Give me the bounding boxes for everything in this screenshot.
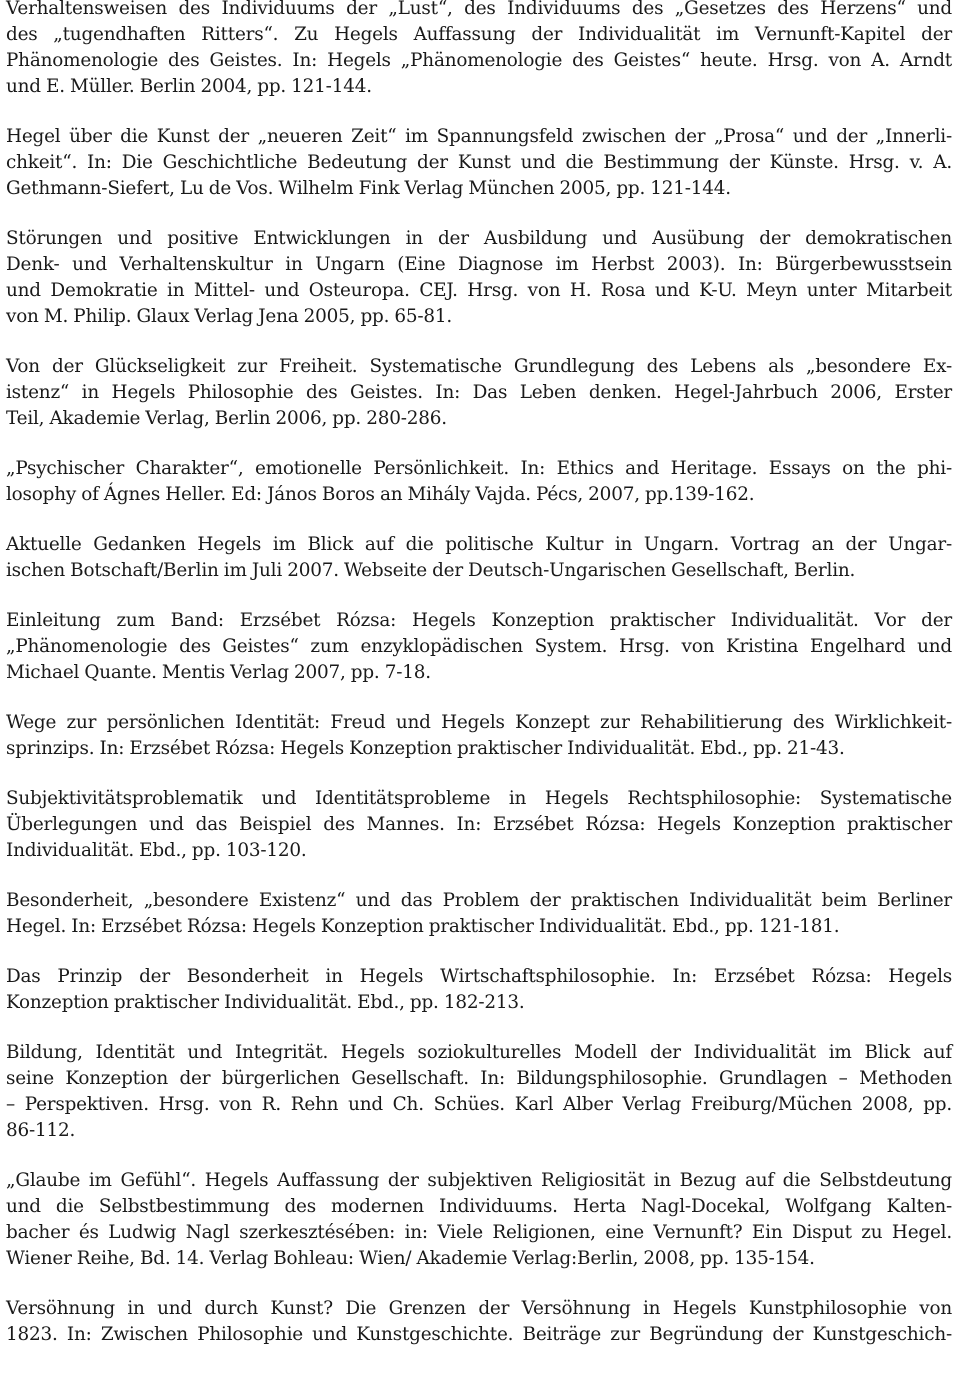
entry-line: Überlegungen und das Beispiel des Mannes. In: Erzsébet Rózsa: Hegels Konzeption praktischer	[6, 814, 952, 835]
entry-line: Hegel. In: Erzsébet Rózsa: Hegels Konzeption praktischer Individualität. Ebd., pp. 121-181.	[6, 916, 840, 937]
entry-line: von M. Philip. Glaux Verlag Jena 2005, pp. 65-81.	[6, 306, 453, 327]
bibliography-entry	[6, 888, 952, 940]
bibliography-entry	[6, 124, 952, 202]
bibliography-entry	[6, 786, 952, 864]
entry-line: Von der Glückseligkeit zur Freiheit. Systematische Grundlegung des Lebens als „besondere Ex-	[6, 356, 952, 377]
entry-line: Bildung, Identität und Integrität. Hegels soziokulturelles Modell der Individualität im Blick auf	[6, 1042, 952, 1063]
bibliography-entry	[6, 964, 952, 1016]
bibliography-entry	[6, 710, 952, 762]
entry-line: 86-112.	[6, 1120, 76, 1141]
bibliography-page	[6, 0, 952, 1372]
bibliography-entry	[6, 608, 952, 686]
entry-line: Störungen und positive Entwicklungen in der Ausbildung und Ausübung der demokratischen	[6, 228, 952, 249]
entry-line: Wiener Reihe, Bd. 14. Verlag Bohleau: Wien/ Akademie Verlag:Berlin, 2008, pp. 135-154.	[6, 1248, 815, 1269]
entry-line: ischen Botschaft/Berlin im Juli 2007. Webseite der Deutsch-Ungarischen Gesellschaft, Berlin.	[6, 560, 856, 581]
entry-line: „Phänomenologie des Geistes“ zum enzyklopädischen System. Hrsg. von Kristina Engelhard und	[6, 636, 952, 657]
bibliography-entry	[6, 0, 952, 100]
entry-line: Michael Quante. Mentis Verlag 2007, pp. 7-18.	[6, 662, 431, 683]
entry-line: Konzeption praktischer Individualität. Ebd., pp. 182-213.	[6, 992, 525, 1013]
entry-line: losophy of Ágnes Heller. Ed: János Boros an Mihály Vajda. Pécs, 2007, pp.139-162.	[6, 484, 755, 505]
entry-line: „Psychischer Charakter“, emotionelle Persönlichkeit. In: Ethics and Heritage. Essays on the phi-	[6, 458, 952, 479]
entry-line: Verhaltensweisen des Individuums der „Lust“, des Individuums des „Gesetzes des Herzens“ und	[6, 0, 952, 19]
bibliography-entry	[6, 354, 952, 432]
entry-line: istenz“ in Hegels Philosophie des Geistes. In: Das Leben denken. Hegel-Jahrbuch 2006, Erster	[6, 382, 952, 403]
bibliography-entry	[6, 1040, 952, 1144]
entry-line: „Glaube im Gefühl“. Hegels Auffassung der subjektiven Religiosität in Bezug auf die Selbstdeutung	[6, 1170, 952, 1191]
entry-line: Das Prinzip der Besonderheit in Hegels Wirtschaftsphilosophie. In: Erzsébet Rózsa: Hegels	[6, 966, 952, 987]
entry-line: und E. Müller. Berlin 2004, pp. 121-144.	[6, 76, 372, 97]
bibliography-entry	[6, 1296, 952, 1348]
bibliography-entry	[6, 456, 952, 508]
entry-line: 1823. In: Zwischen Philosophie und Kunstgeschichte. Beiträge zur Begründung der Kunstgeschich-	[6, 1324, 952, 1345]
entry-line: Besonderheit, „besondere Existenz“ und das Problem der praktischen Individualität beim Berliner	[6, 890, 952, 911]
bibliography-entry	[6, 226, 952, 330]
entry-line: Versöhnung in und durch Kunst? Die Grenzen der Versöhnung in Hegels Kunstphilosophie von	[6, 1298, 952, 1319]
entry-line: Hegel über die Kunst der „neueren Zeit“ im Spannungsfeld zwischen der „Prosa“ und der „Innerli-	[6, 126, 952, 147]
bibliography-entry	[6, 1168, 952, 1272]
bibliography-entry	[6, 532, 952, 584]
entry-line: Individualität. Ebd., pp. 103-120.	[6, 840, 307, 861]
entry-line: und Demokratie in Mittel- und Osteuropa. CEJ. Hrsg. von H. Rosa und K-U. Meyn unter Mitarbeit	[6, 280, 952, 301]
entry-line: – Perspektiven. Hrsg. von R. Rehn und Ch. Schües. Karl Alber Verlag Freiburg/Müchen 2008, pp.	[6, 1094, 952, 1115]
entry-line: Subjektivitätsproblematik und Identitätsprobleme in Hegels Rechtsphilosophie: Systematische	[6, 788, 952, 809]
entry-line: sprinzips. In: Erzsébet Rózsa: Hegels Konzeption praktischer Individualität. Ebd., pp. 21-43.	[6, 738, 845, 759]
entry-line: chkeit“. In: Die Geschichtliche Bedeutung der Kunst und die Bestimmung der Künste. Hrsg. v. A.	[6, 152, 952, 173]
entry-line: und die Selbstbestimmung des modernen Individuums. Herta Nagl-Docekal, Wolfgang Kalten-	[6, 1196, 952, 1217]
entry-line: Aktuelle Gedanken Hegels im Blick auf die politische Kultur in Ungarn. Vortrag an der Ungar-	[6, 534, 952, 555]
entry-line: bacher és Ludwig Nagl szerkesztésében: in: Viele Religionen, eine Vernunft? Ein Disput zu Hegel.	[6, 1222, 952, 1243]
entry-line: des „tugendhaften Ritters“. Zu Hegels Auffassung der Individualität im Vernunft-Kapitel der	[6, 24, 952, 45]
entry-line: Phänomenologie des Geistes. In: Hegels „Phänomenologie des Geistes“ heute. Hrsg. von A. Arndt	[6, 50, 952, 71]
entry-line: Wege zur persönlichen Identität: Freud und Hegels Konzept zur Rehabilitierung des Wirklichkeit-	[6, 712, 952, 733]
entry-line: Gethmann-Siefert, Lu de Vos. Wilhelm Fink Verlag München 2005, pp. 121-144.	[6, 178, 731, 199]
entry-line: seine Konzeption der bürgerlichen Gesellschaft. In: Bildungsphilosophie. Grundlagen – Methoden	[6, 1068, 952, 1089]
entry-line: Denk- und Verhaltenskultur in Ungarn (Eine Diagnose im Herbst 2003). In: Bürgerbewusstsein	[6, 254, 952, 275]
entry-line: Teil, Akademie Verlag, Berlin 2006, pp. 280-286.	[6, 408, 447, 429]
entry-line: Einleitung zum Band: Erzsébet Rózsa: Hegels Konzeption praktischer Individualität. Vor der	[6, 610, 952, 631]
